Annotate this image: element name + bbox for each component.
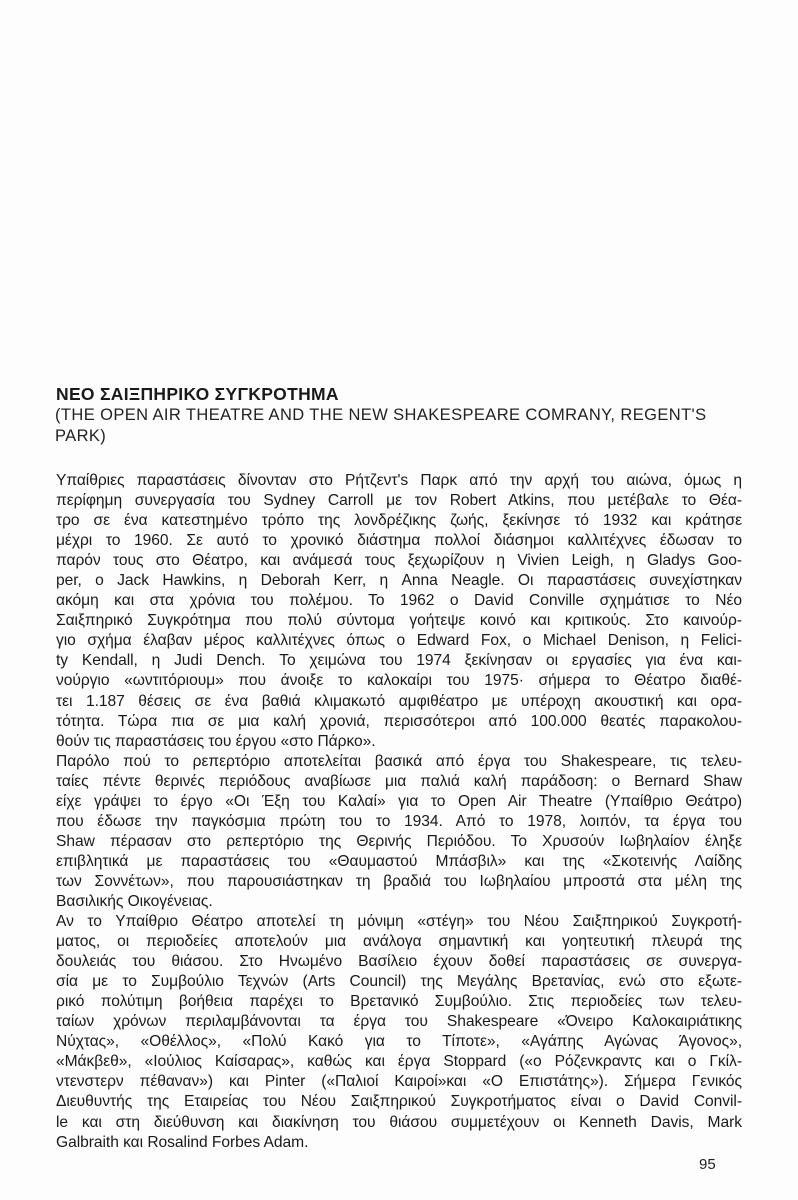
text-line: τει 1.187 θέσεις σε ένα βαθιά κλιμακωτό αμφιθέατρο με υπέροχη ακουστική και ορα- — [56, 692, 742, 710]
text-line: που έδωσε την παγκόσμια πρώτη του το 1934. Από το 1978, λοιπόν, τα έργα του — [56, 812, 742, 830]
text-line: le και στη διεύθυνση και διακίνηση του θιάσου συμμετέχουν οι Kenneth Davis, Mark — [56, 1113, 742, 1131]
paragraph-2 — [56, 752, 742, 912]
text-line: ντενστερν πέθαναν») και Pinter («Παλιοί Καιροί»και «Ο Επιστάτης»). Σήμερα Γενικός — [56, 1073, 742, 1091]
text-line: γιο σχήμα έλαβαν μέρος καλλιτέχνες όπως ο Edward Fox, ο Michael Denison, η Felici- — [56, 632, 742, 650]
article-subtitle-line-1: (THE OPEN AIR THEATRE AND THE NEW SHAKESPEARE COMRANY, REGENT'S — [55, 406, 707, 424]
text-line: Νύχτας», «Οθέλλος», «Πολύ Κακό για το Τίποτε», «Αγάπης Αγώνας Άγονος», — [56, 1033, 742, 1051]
text-line: σία με το Συμβούλιο Τεχνών (Arts Council) της Μεγάλης Βρετανίας, ενώ στο εξωτε- — [56, 973, 742, 991]
text-line: Διευθυντής της Εταιρείας του Νέου Σαιξπηρικού Συγκροτήματος είναι ο David Convil- — [56, 1093, 742, 1111]
text-line: Παρόλο πού το ρεπερτόριο αποτελείται βασικά από έργα του Shakespeare, τις τελευ- — [56, 752, 742, 770]
article-title: ΝΕΟ ΣΑΙΞΠΗΡΙΚΟ ΣΥΓΚΡΟΤΗΜΑ — [56, 384, 339, 404]
text-line: Σαιξπηρικό Συγκρότημα που πολύ σύντομα γοήτεψε κοινό και κριτικούς. Στο καινούρ- — [56, 612, 742, 630]
text-line: ty Kendall, η Judi Dench. Το χειμώνα του 1974 ξεκίνησαν οι εργασίες για ένα και- — [56, 652, 742, 670]
text-line: ταίες πέντε θερινές περιόδους αναβίωσε μια παλιά καλή παράδοση: ο Bernard Shaw — [56, 772, 742, 790]
article-subtitle-line-2: PARK) — [55, 427, 107, 445]
text-line: Αν το Υπαίθριο Θέατρο αποτελεί τη μόνιμη «στέγη» του Νέου Σαιξπηρικού Συγκροτή- — [56, 913, 742, 931]
paragraph-1 — [56, 471, 742, 752]
text-line: Shaw πέρασαν στο ρεπερτόριο της Θερινής Περιόδου. Το Χρυσούν Ιωβηλαίον έληξε — [56, 832, 742, 850]
text-line: Βασιλικής Οικογένειας. — [56, 892, 213, 910]
page-number: 95 — [699, 1156, 716, 1173]
text-line: επιβλητικά με παραστάσεις του «Θαυμαστού Μπάσβιλ» και της «Σκοτεινής Λαίδης — [56, 852, 742, 870]
text-line: ακόμη και στα χρόνια του πολέμου. Το 1962 ο David Conville σχημάτισε το Νέο — [56, 592, 742, 610]
text-line: «Μάκβεθ», «Ιούλιος Καίσαρας», καθώς και έργα Stoppard («ο Ρόζενκραντς και ο Γκίλ- — [56, 1053, 742, 1071]
text-line: παρόν τους στο Θέατρο, και ανάμεσά τους ξεχωρίζουν η Vivien Leigh, η Gladys Goo- — [56, 552, 742, 570]
document-page — [56, 383, 742, 1153]
text-line: νούργιο «ωντιτόριουμ» που άνοιξε το καλοκαίρι του 1975· σήμερα το Θέατρο διαθέ- — [56, 672, 742, 690]
paragraph-3 — [56, 912, 742, 1153]
text-line: Υπαίθριες παραστάσεις δίνονταν στο Ρήτζεντ's Παρκ από την αρχή του αιώνα, όμως η — [56, 472, 742, 489]
text-line: των Σοννέτων», που παρουσιάστηκαν τη βραδιά του Ιωβηλαίου μπροστά στα μέλη της — [56, 872, 742, 890]
text-line: είχε γράψει το έργο «Οι Έξη του Καλαί» για το Open Air Theatre (Υπαίθριο Θεάτρο) — [56, 792, 742, 810]
text-line: per, ο Jack Hawkins, η Deborah Kerr, η Anna Neagle. Οι παραστάσεις συνεχίστηκαν — [56, 572, 742, 590]
text-line: περίφημη συνεργασία του Sydney Carroll με τον Robert Atkins, που μετέβαλε το Θέα- — [56, 492, 742, 510]
text-line: τότητα. Τώρα πια σε μια καλή χρονιά, περισσότεροι από 100.000 θεατές παρακολου- — [56, 712, 742, 730]
text-line: μέχρι το 1960. Σε αυτό το χρονικό διάστημα πολλοί διάσημοι καλλιτέχνες έδωσαν το — [56, 532, 742, 550]
article-body — [56, 471, 742, 1153]
text-line: ρικό πολύτιμη βοήθεια παρέχει το Βρετανικό Συμβούλιο. Στις περιοδείες των τελευ- — [56, 993, 742, 1011]
text-line: ματος, οι περιοδείες αποτελούν μια ανάλογα σημαντική και γοητευτική πλευρά της — [56, 933, 742, 951]
text-line: ταίων χρόνων περιλαμβάνονται τα έργα του Shakespeare «Όνειρο Καλοκαιριάτικης — [56, 1013, 742, 1031]
text-line: δουλειάς του θιάσου. Στο Ηνωμένο Βασίλειο έχουν δοθεί παραστάσεις σε συνεργα- — [56, 953, 742, 971]
text-line: Galbraith και Rosalind Forbes Adam. — [56, 1133, 309, 1151]
text-line: θούν τις παραστάσεις του έργου «στο Πάρκο». — [56, 732, 376, 750]
text-line: τρο σε ένα κατεστημένο τρόπο της λονδρέζικης ζωής, ξεκίνησε τό 1932 και κράτησε — [56, 512, 742, 530]
